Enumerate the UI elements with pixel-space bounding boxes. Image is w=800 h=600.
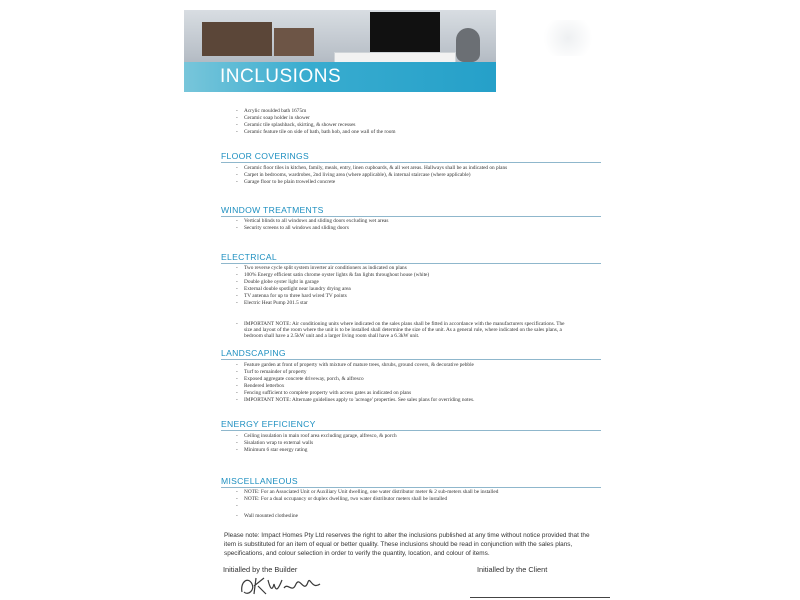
list-item-text: Fencing sufficient to complete property with access gates as indicated on plans [244,390,412,396]
list-item: - 100% Energy efficient satin chrome oyster lights & fan lights throughout house (white) [236,272,430,278]
list-item-text: Carpet in bedrooms, wardrobes, 2nd living area (where applicable), & internal staircase (where applicable) [244,172,471,178]
list-item-text: External double spotlight near laundry drying area [244,286,351,292]
section-heading-landscaping: LANDSCAPING [221,348,286,358]
list-item-text: Double globe oyster light in garage [244,279,319,285]
list-item-text: NOTE: For an Associated Unit or Auxiliary Unit dwelling, one water distributor meter & 2 sub-meters shall be installed [244,489,499,495]
list-item-text: Ceramic tile splashback, skirting, & shower recesses [244,122,356,128]
list-item-text: Acrylic moulded bath 1675m [244,108,307,114]
builder-initial-label: Initialled by the Builder [223,565,298,574]
list-item-text: Ceramic floor tiles in kitchen, family, meals, entry, linen cupboards, & all wet areas. Hallways shall be as indicated on plans [244,165,508,171]
list-item-text: Two reverse cycle split system inverter air conditioners as indicated on plans [244,265,407,271]
list-item-text: Feature garden at front of property with mixture of mature trees, shrubs, ground covers, & decorative pebble [244,362,474,368]
list-item-text: Ceiling insulation in main roof area excluding garage, alfresco, & porch [244,433,397,439]
banner-vase [456,28,480,62]
list-item-text: Ceramic feature tile on side of bath, bath hob, and one wall of the room [244,129,396,135]
list-item: - Ceramic soap holder in shower [236,115,310,121]
list-item: - Wall mounted clothesline [236,513,299,519]
banner-cabinet-side [274,28,314,56]
disclaimer-line: Please note: Impact Homes Pty Ltd reserves the right to alter the inclusions published at any time without notice provided that the [224,532,590,539]
section-divider [221,359,601,360]
list-item-text: Turf to remainder of property [244,369,307,375]
list-item: - Feature garden at front of property with mixture of mature trees, shrubs, ground covers, & decorative pebble [236,362,474,368]
client-signature-line [470,597,610,598]
list-item: - Exposed aggregate concrete driveway, porch, & alfresco [236,376,364,382]
page-title: INCLUSIONS [220,66,342,87]
section-divider [221,216,601,217]
list-item-text: Wall mounted clothesline [244,513,299,519]
list-item: - Garage floor to be plain trowelled concrete [236,179,336,185]
section-heading-electrical: ELECTRICAL [221,252,278,262]
list-item-text: Electric Heat Pump 201.5 star [244,300,308,306]
list-item: - Two reverse cycle split system inverter air conditioners as indicated on plans [236,265,407,271]
section-heading-energy-efficiency: ENERGY EFFICIENCY [221,419,316,429]
list-item: - Ceramic floor tiles in kitchen, family, meals, entry, linen cupboards, & all wet areas. Hallways shall be as indicated on plans [236,165,508,171]
list-item-text: IMPORTANT NOTE: Alternate guidelines apply to 'acreage' properties. See sales plans for overriding notes. [244,397,475,403]
section-divider [221,430,601,431]
list-item: - Security screens to all windows and sliding doors [236,225,349,231]
list-item: - Ceramic tile splashback, skirting, & shower recesses [236,122,356,128]
list-item: - NOTE: For a dual occupancy or duplex dwelling, two water distributor meters shall be installed [236,496,448,502]
banner-cabinet [202,22,272,56]
banner-tv [370,12,440,52]
list-item: - NOTE: For an Associated Unit or Auxiliary Unit dwelling, one water distributor meter & 2 sub-meters shall be installed [236,489,499,495]
list-item-text: TV antenna for up to three hard wired TV points [244,293,347,299]
list-item: - External double spotlight near laundry drying area [236,286,351,292]
note-text: IMPORTANT NOTE: Air conditioning units where indicated on the sales plans shall be fitted in accordance with the manufacturers specifications. The [244,321,565,327]
client-initial-label: Initialled by the Client [477,565,548,574]
section-heading-miscellaneous: MISCELLANEOUS [221,476,298,486]
section-divider [221,162,601,163]
list-item: - TV antenna for up to three hard wired TV points [236,293,347,299]
list-item: - Electric Heat Pump 201.5 star [236,300,308,306]
list-item: - Turf to remainder of property [236,369,307,375]
list-item-text: Ceramic soap holder in shower [244,115,310,121]
disclaimer-line: specifications, and colour selection in order to verify the quantity, location, and colour of items. [224,550,490,557]
important-note-cont: bedroom shall have a 2.5kW unit and a larger living room shall have a 6.3kW unit. [244,333,420,339]
list-item: - Rendered letterbox [236,383,285,389]
list-item: - Vertical blinds to all windows and sliding doors excluding wet areas [236,218,389,224]
header-banner [184,10,496,92]
list-item-text: Exposed aggregate concrete driveway, porch, & alfresco [244,376,364,382]
faded-logo [538,20,598,56]
section-divider [221,487,601,488]
disclaimer-line: item is substituted for an item of equal or better quality. These inclusions should be read in conjunction with the sales plans, [224,541,573,548]
list-item-text: Minimum 6 star energy rating [244,447,308,453]
list-item-text: Vertical blinds to all windows and sliding doors excluding wet areas [244,218,389,224]
list-item: - Double globe oyster light in garage [236,279,319,285]
list-item: - Carpet in bedrooms, wardrobes, 2nd living area (where applicable), & internal staircase (where applicable) [236,172,471,178]
list-item: - Ceramic feature tile on side of bath, bath hob, and one wall of the room [236,129,396,135]
list-item-text: Security screens to all windows and sliding doors [244,225,349,231]
list-item: - Minimum 6 star energy rating [236,447,308,453]
section-heading-window-treatments: WINDOW TREATMENTS [221,205,324,215]
list-item: - Acrylic moulded bath 1675m [236,108,307,114]
list-item-text: NOTE: For a dual occupancy or duplex dwelling, two water distributor meters shall be installed [244,496,448,502]
list-item-text: Sisalation wrap to external walls [244,440,314,446]
list-item-text: Rendered letterbox [244,383,285,389]
list-item: - Sisalation wrap to external walls [236,440,314,446]
important-note: - IMPORTANT NOTE: Air conditioning units where indicated on the sales plans shall be fitted in accordance with the manufacturers specifications. The [236,321,565,327]
list-item: - IMPORTANT NOTE: Alternate guidelines apply to 'acreage' properties. See sales plans for overriding notes. [236,397,475,403]
section-heading-floor-coverings: FLOOR COVERINGS [221,151,310,161]
list-item: - Ceiling insulation in main roof area excluding garage, alfresco, & porch [236,433,397,439]
list-item-text: 100% Energy efficient satin chrome oyster lights & fan lights throughout house (white) [244,272,430,278]
important-note-cont: size and layout of the room where the unit is to be installed shall determine the size of the unit. As a general rule, where indicated on the sales plans, a [244,327,562,333]
section-divider [221,263,601,264]
list-item: - Fencing sufficient to complete property with access gates as indicated on plans [236,390,412,396]
builder-signature [238,570,328,598]
list-item-text: Garage floor to be plain trowelled concrete [244,179,336,185]
